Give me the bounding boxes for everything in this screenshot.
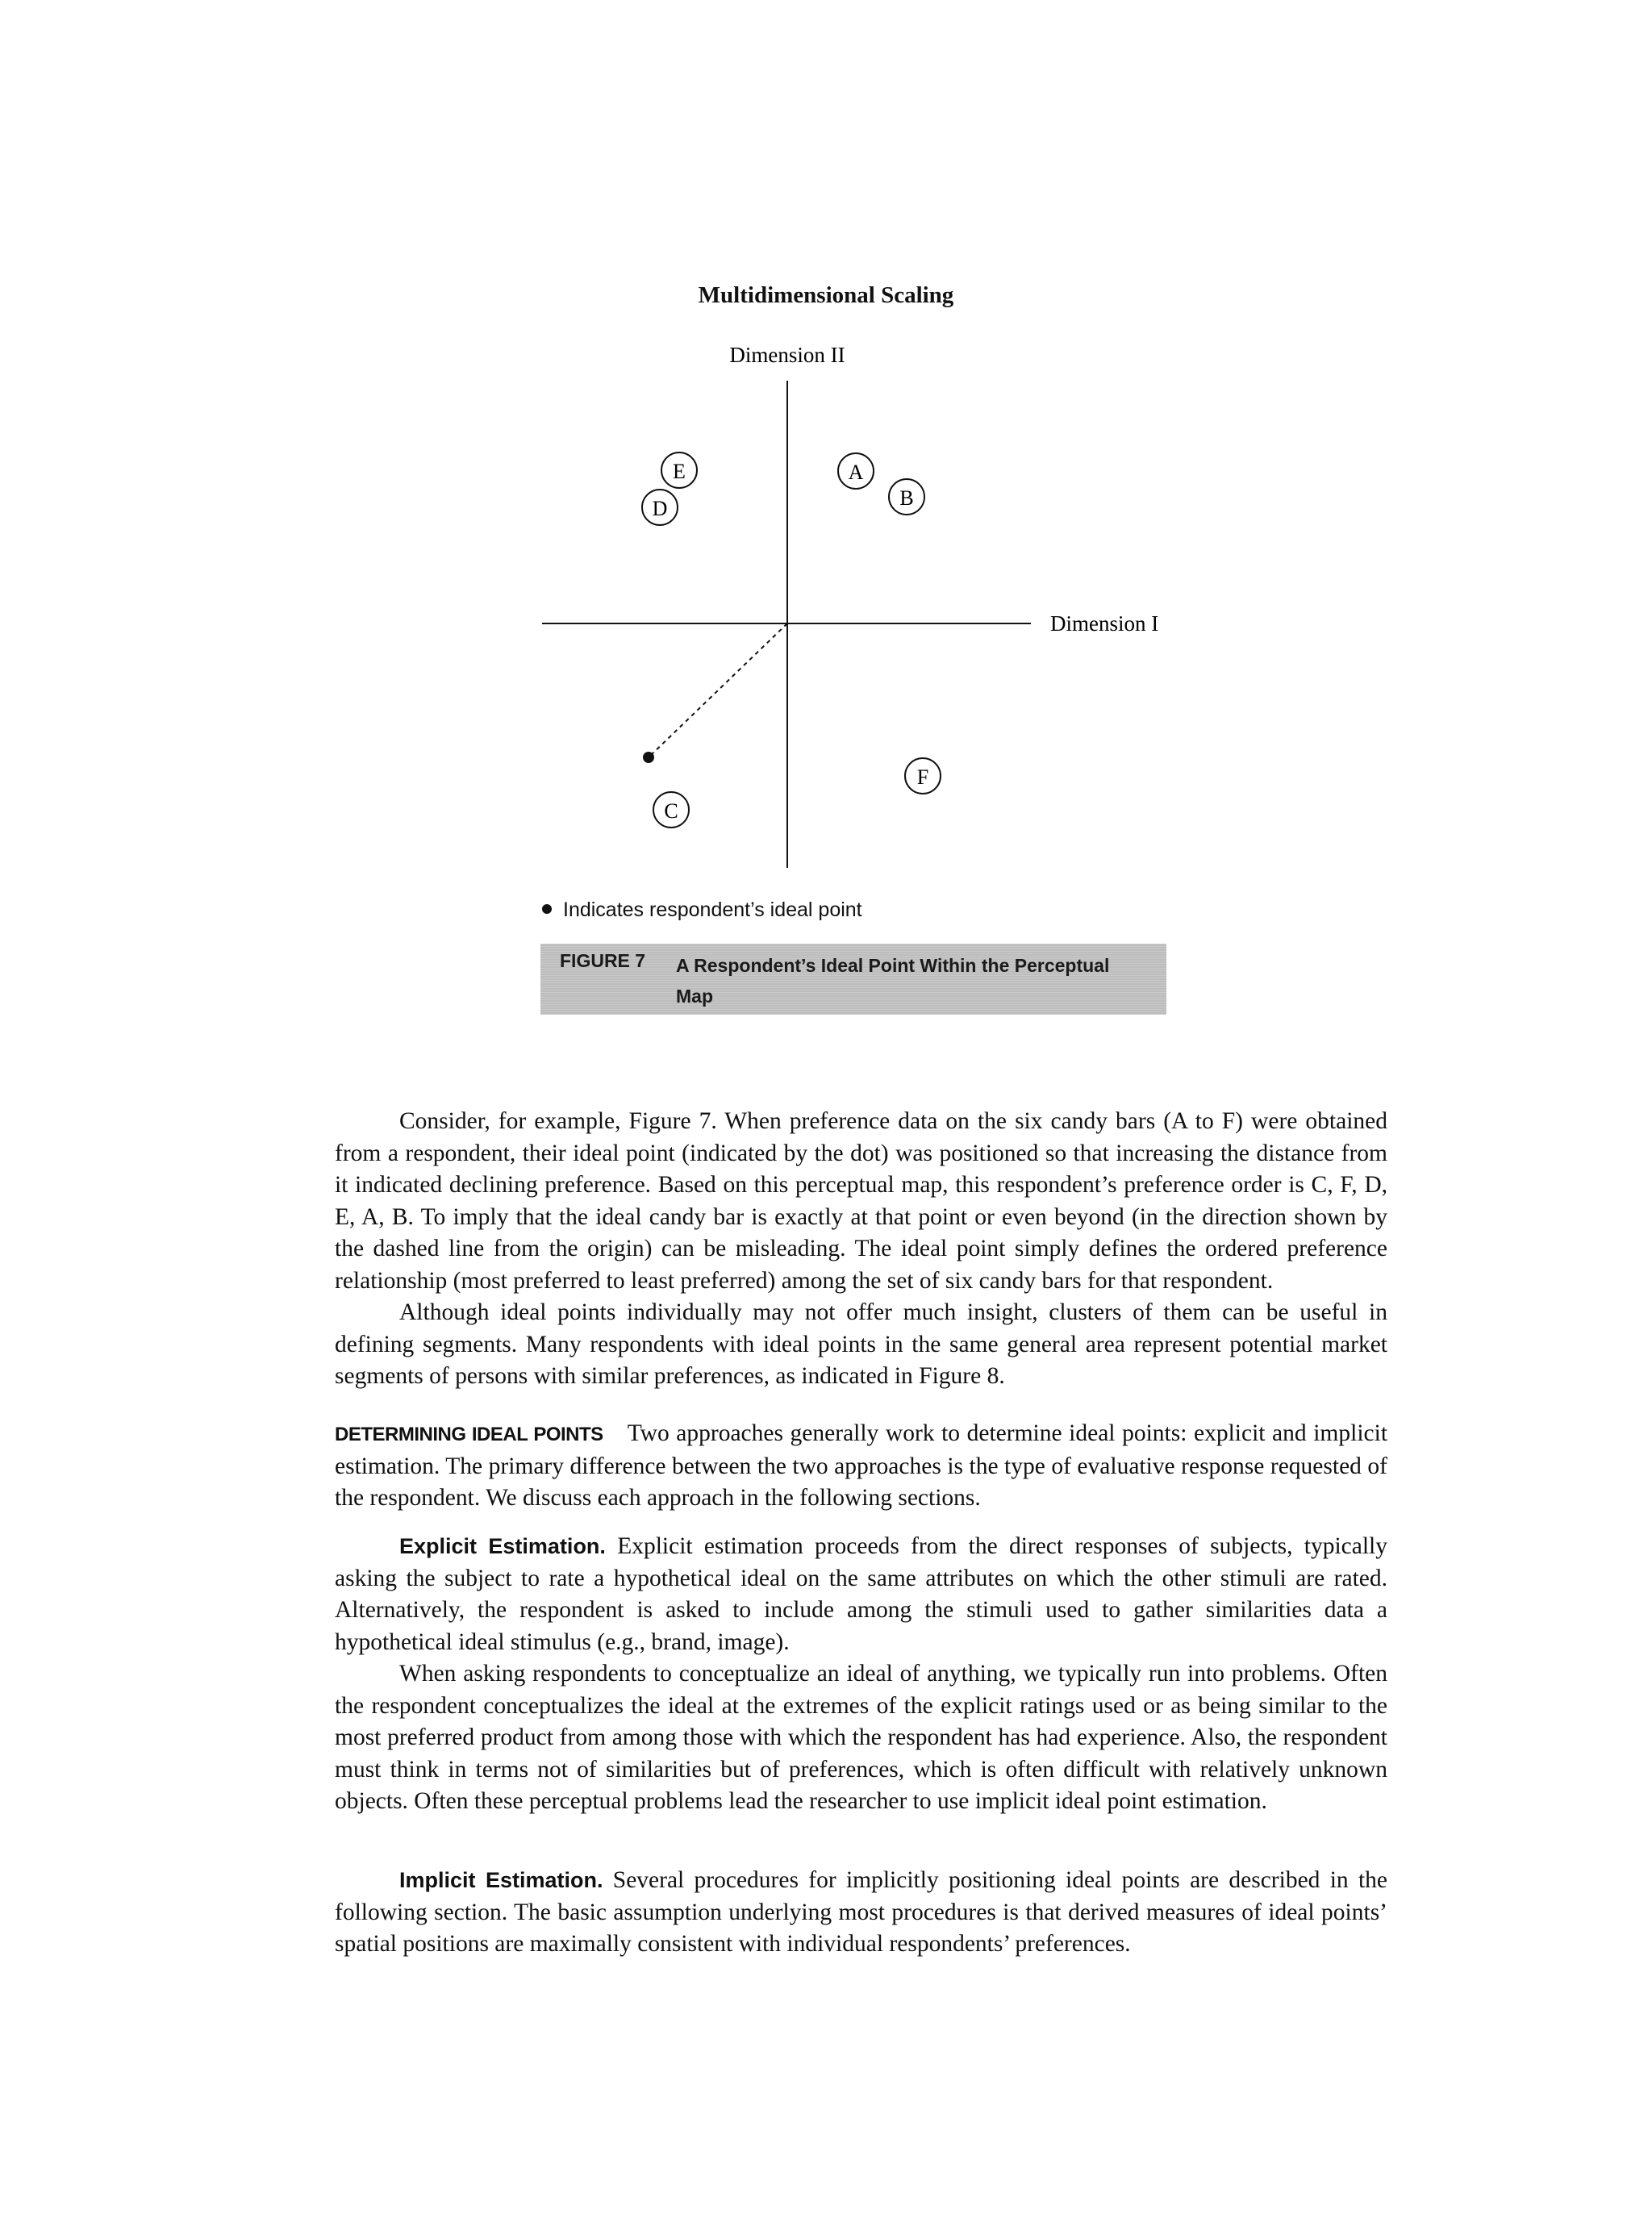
figure-title: A Respondent’s Ideal Point Within the Perceptual Map — [676, 955, 1110, 1007]
body-block-4 — [335, 1865, 1387, 1961]
figure-legend — [542, 899, 862, 922]
svg-text:A: A — [848, 461, 864, 484]
body-block-2 — [335, 1418, 1387, 1515]
body-block-1 — [335, 1106, 1387, 1393]
stimulus-f — [905, 758, 941, 794]
perceptual-map — [0, 0, 1652, 887]
section-heading: DETERMINING IDEAL POINTS — [335, 1424, 603, 1445]
x-axis-label: Dimension I — [1050, 611, 1159, 636]
stimulus-c — [653, 792, 689, 828]
stimulus-a — [838, 453, 874, 489]
svg-text:E: E — [673, 460, 686, 483]
y-axis-label: Dimension II — [729, 343, 845, 367]
stimulus-b — [889, 479, 924, 515]
svg-text:B: B — [899, 486, 914, 510]
ideal-point-dot — [643, 752, 654, 763]
paragraph-determining-text: Two approaches generally work to determine ideal points: explicit and implicit estimation. The primary difference between the two approaches is the type of evaluative response requested of the respondent. We discuss each approach in the following sections. — [335, 1420, 1388, 1511]
subsection-heading-implicit: Implicit Estimation. — [399, 1868, 603, 1892]
stimulus-e — [661, 452, 697, 488]
paragraph-explicit-text: Explicit estimation proceeds from the direct responses of subjects, typically asking the subject to rate a hypothetical ideal on the same attributes on which the other stimuli are rated. Alternatively, the respondent is asked to include among the stimuli used to gather similarities data a hypothetical ideal stimulus (e.g., brand, image). — [335, 1533, 1388, 1655]
paragraph-explicit-estimation — [335, 1531, 1387, 1658]
paragraph-implicit-estimation — [335, 1865, 1387, 1961]
svg-text:F: F — [916, 765, 929, 789]
ideal-point-legend-dot — [542, 904, 552, 914]
paragraph-conceptualize-ideal: When asking respondents to conceptualize an ideal of anything, we typically run into problems. Often the respondent conceptualizes the ideal at the extremes of the explicit ratings used or as being similar to the most preferred product from among those with which the respondent has had experience. Also, the respondent must think in terms not of similarities but of preferences, which is often difficult with relatively unknown objects. Often these perceptual problems lead the researcher to use implicit ideal point estimation. — [335, 1661, 1387, 1814]
running-head: Multidimensional Scaling — [698, 282, 954, 308]
paragraph-implicit-text: Several procedures for implicitly positioning ideal points are described in the following section. The basic assumption underlying most procedures is that derived measures of ideal points’ spatial positions are maximally consistent with individual respondents’ preferences. — [335, 1867, 1387, 1957]
stimulus-d — [642, 490, 678, 525]
paragraph-determining-ideal-points — [335, 1418, 1387, 1515]
ideal-direction-line — [649, 623, 787, 757]
paragraph-ideal-point-clusters: Although ideal points individually may not offer much insight, clusters of them can be useful in defining segments. Many respondents with ideal points in the same general area represent potential market segments of persons with similar preferences, as indicated in Figure 8. — [335, 1299, 1387, 1389]
figure-number: FIGURE 7 — [560, 950, 646, 971]
paragraph-figure7-discussion: Consider, for example, Figure 7. When preference data on the six candy bars (A to F) were obtained from a respondent, their ideal point (indicated by the dot) was positioned so that increasing the distance from it indicated declining preference. Based on this perceptual map, this respondent’s preference order is C, F, D, E, A, B. To imply that the ideal candy bar is exactly at that point or even beyond (in the direction shown by the dashed line from the origin) can be misleading. The ideal point simply defines the ordered preference relationship (most preferred to least preferred) among the set of six candy bars for that respondent. — [335, 1108, 1387, 1294]
subsection-heading-explicit: Explicit Estimation. — [399, 1534, 606, 1558]
svg-text:C: C — [664, 799, 678, 823]
body-block-3 — [335, 1531, 1387, 1818]
svg-text:D: D — [652, 497, 668, 520]
legend-text: Indicates respondent’s ideal point — [563, 899, 862, 921]
figure-caption — [540, 944, 1166, 1015]
